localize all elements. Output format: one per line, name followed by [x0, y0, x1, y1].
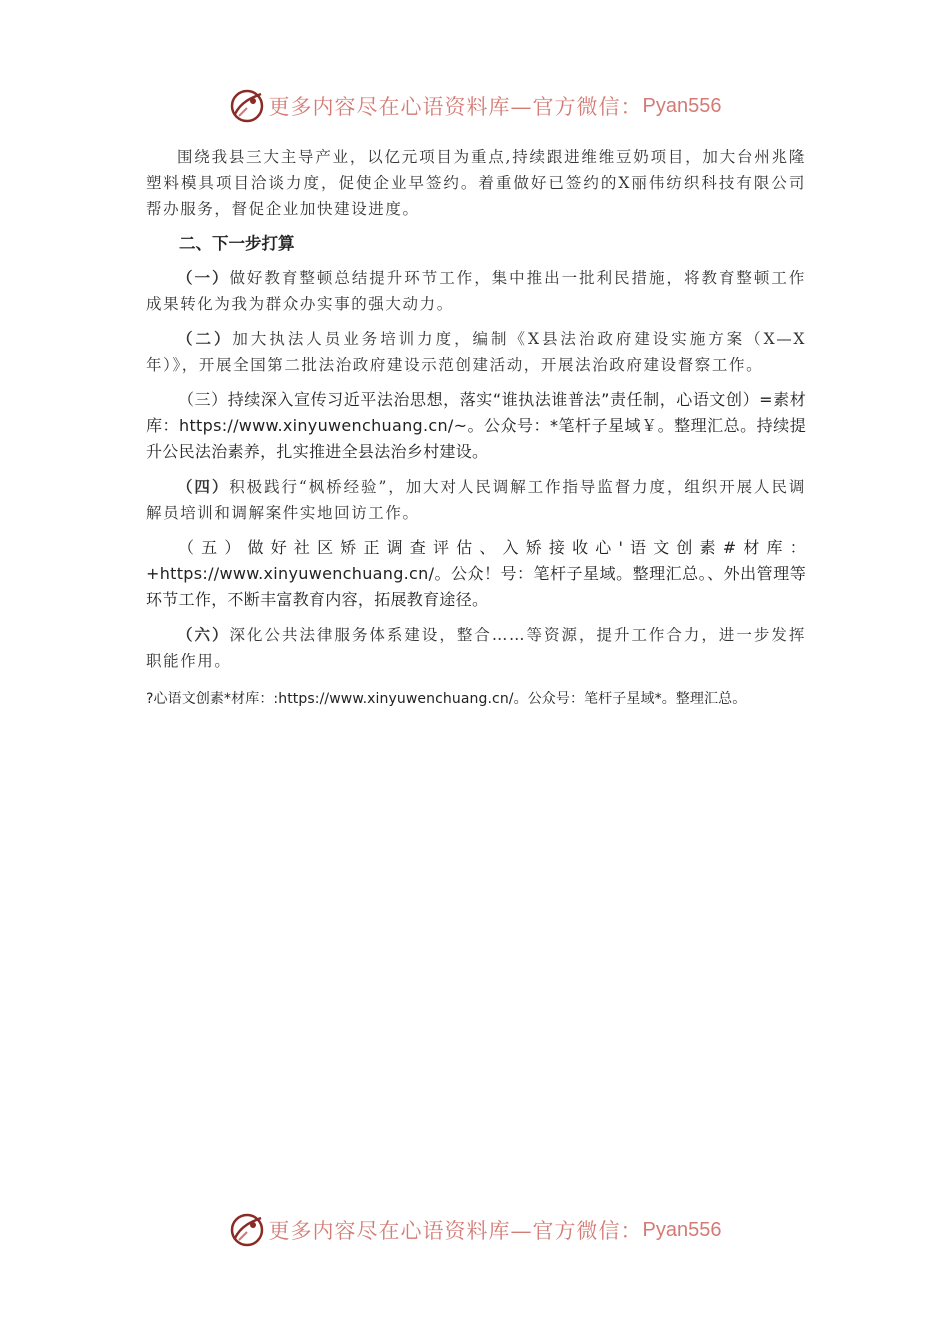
footer-banner	[0, 1208, 950, 1252]
banner-wechat-id: Pyan556	[642, 1218, 722, 1241]
banner-text: 更多内容尽在心语资料库—官方微信：	[268, 1219, 643, 1243]
item-1-lead: （一）	[177, 268, 230, 287]
item-3-lead: （三）	[178, 390, 228, 409]
item-4-paragraph	[146, 474, 806, 526]
item-4-text: 积极践行“枫桥经验”，加大对人民调解工作指导监督力度，组织开展人民调解员培训和调解案件实地回访工作。	[146, 478, 806, 522]
item-5-paragraph	[146, 535, 806, 613]
document-body	[146, 144, 806, 710]
banner-wechat-id: Pyan556	[642, 94, 722, 117]
item-4-lead: （四）	[177, 477, 230, 496]
item-3-text: 持续深入宣传习近平法治思想，落实“谁执法谁普法”责任制，心语文创）=素材库：https://www.xinyuwenchuang.cn/~。公众号：*笔杆子星域￥。整理汇总。持续提升公民法治素养，扎实推进全县法治乡村建设。	[146, 390, 806, 461]
intro-paragraph: 围绕我县三大主导产业，以亿元项目为重点,持续跟进维维豆奶项目，加大台州兆隆塑料模具项目洽谈力度，促使企业早签约。着重做好已签约的X丽伟纺织科技有限公司帮办服务，督促企业加快建设进度。	[146, 148, 806, 218]
item-1-text: 做好教育整顿总结提升环节工作，集中推出一批利民措施，将教育整顿工作成果转化为我为群众办实事的强大动力。	[146, 269, 806, 313]
item-2-paragraph	[146, 326, 806, 378]
item-2-text: 加大执法人员业务培训力度，编制《X县法治政府建设实施方案（X—X年）》，开展全国第二批法治政府建设示范创建活动，开展法治政府建设督察工作。	[146, 330, 806, 374]
item-6-paragraph	[146, 622, 806, 674]
header-banner	[0, 84, 950, 128]
footnote-text: ?心语文创素*材库：:https://www.xinyuwenchuang.cn/。公众号：笔杆子星域*。整理汇总。	[146, 691, 747, 707]
item-5-lead: （五）	[178, 538, 248, 557]
item-6-text: 深化公共法律服务体系建设，整合……等资源，提升工作合力，进一步发挥职能作用。	[146, 626, 806, 670]
item-6-lead: （六）	[177, 625, 230, 644]
section-heading: 二、下一步打算	[179, 234, 295, 253]
item-3-paragraph	[146, 387, 806, 465]
item-2-lead: （二）	[177, 329, 233, 348]
banner-text: 更多内容尽在心语资料库—官方微信：	[268, 95, 643, 119]
logo-icon	[229, 88, 265, 124]
item-1-paragraph	[146, 265, 806, 317]
item-5-text: 做好社区矫正调查评估、入矫接收心'语文创素#材库：+https://www.xinyuwenchuang.cn/。公众！号：笔杆子星域。整理汇总。、外出管理等环节工作，不断丰富教育内容，拓展教育途径。	[146, 538, 806, 609]
logo-icon	[229, 1212, 265, 1248]
